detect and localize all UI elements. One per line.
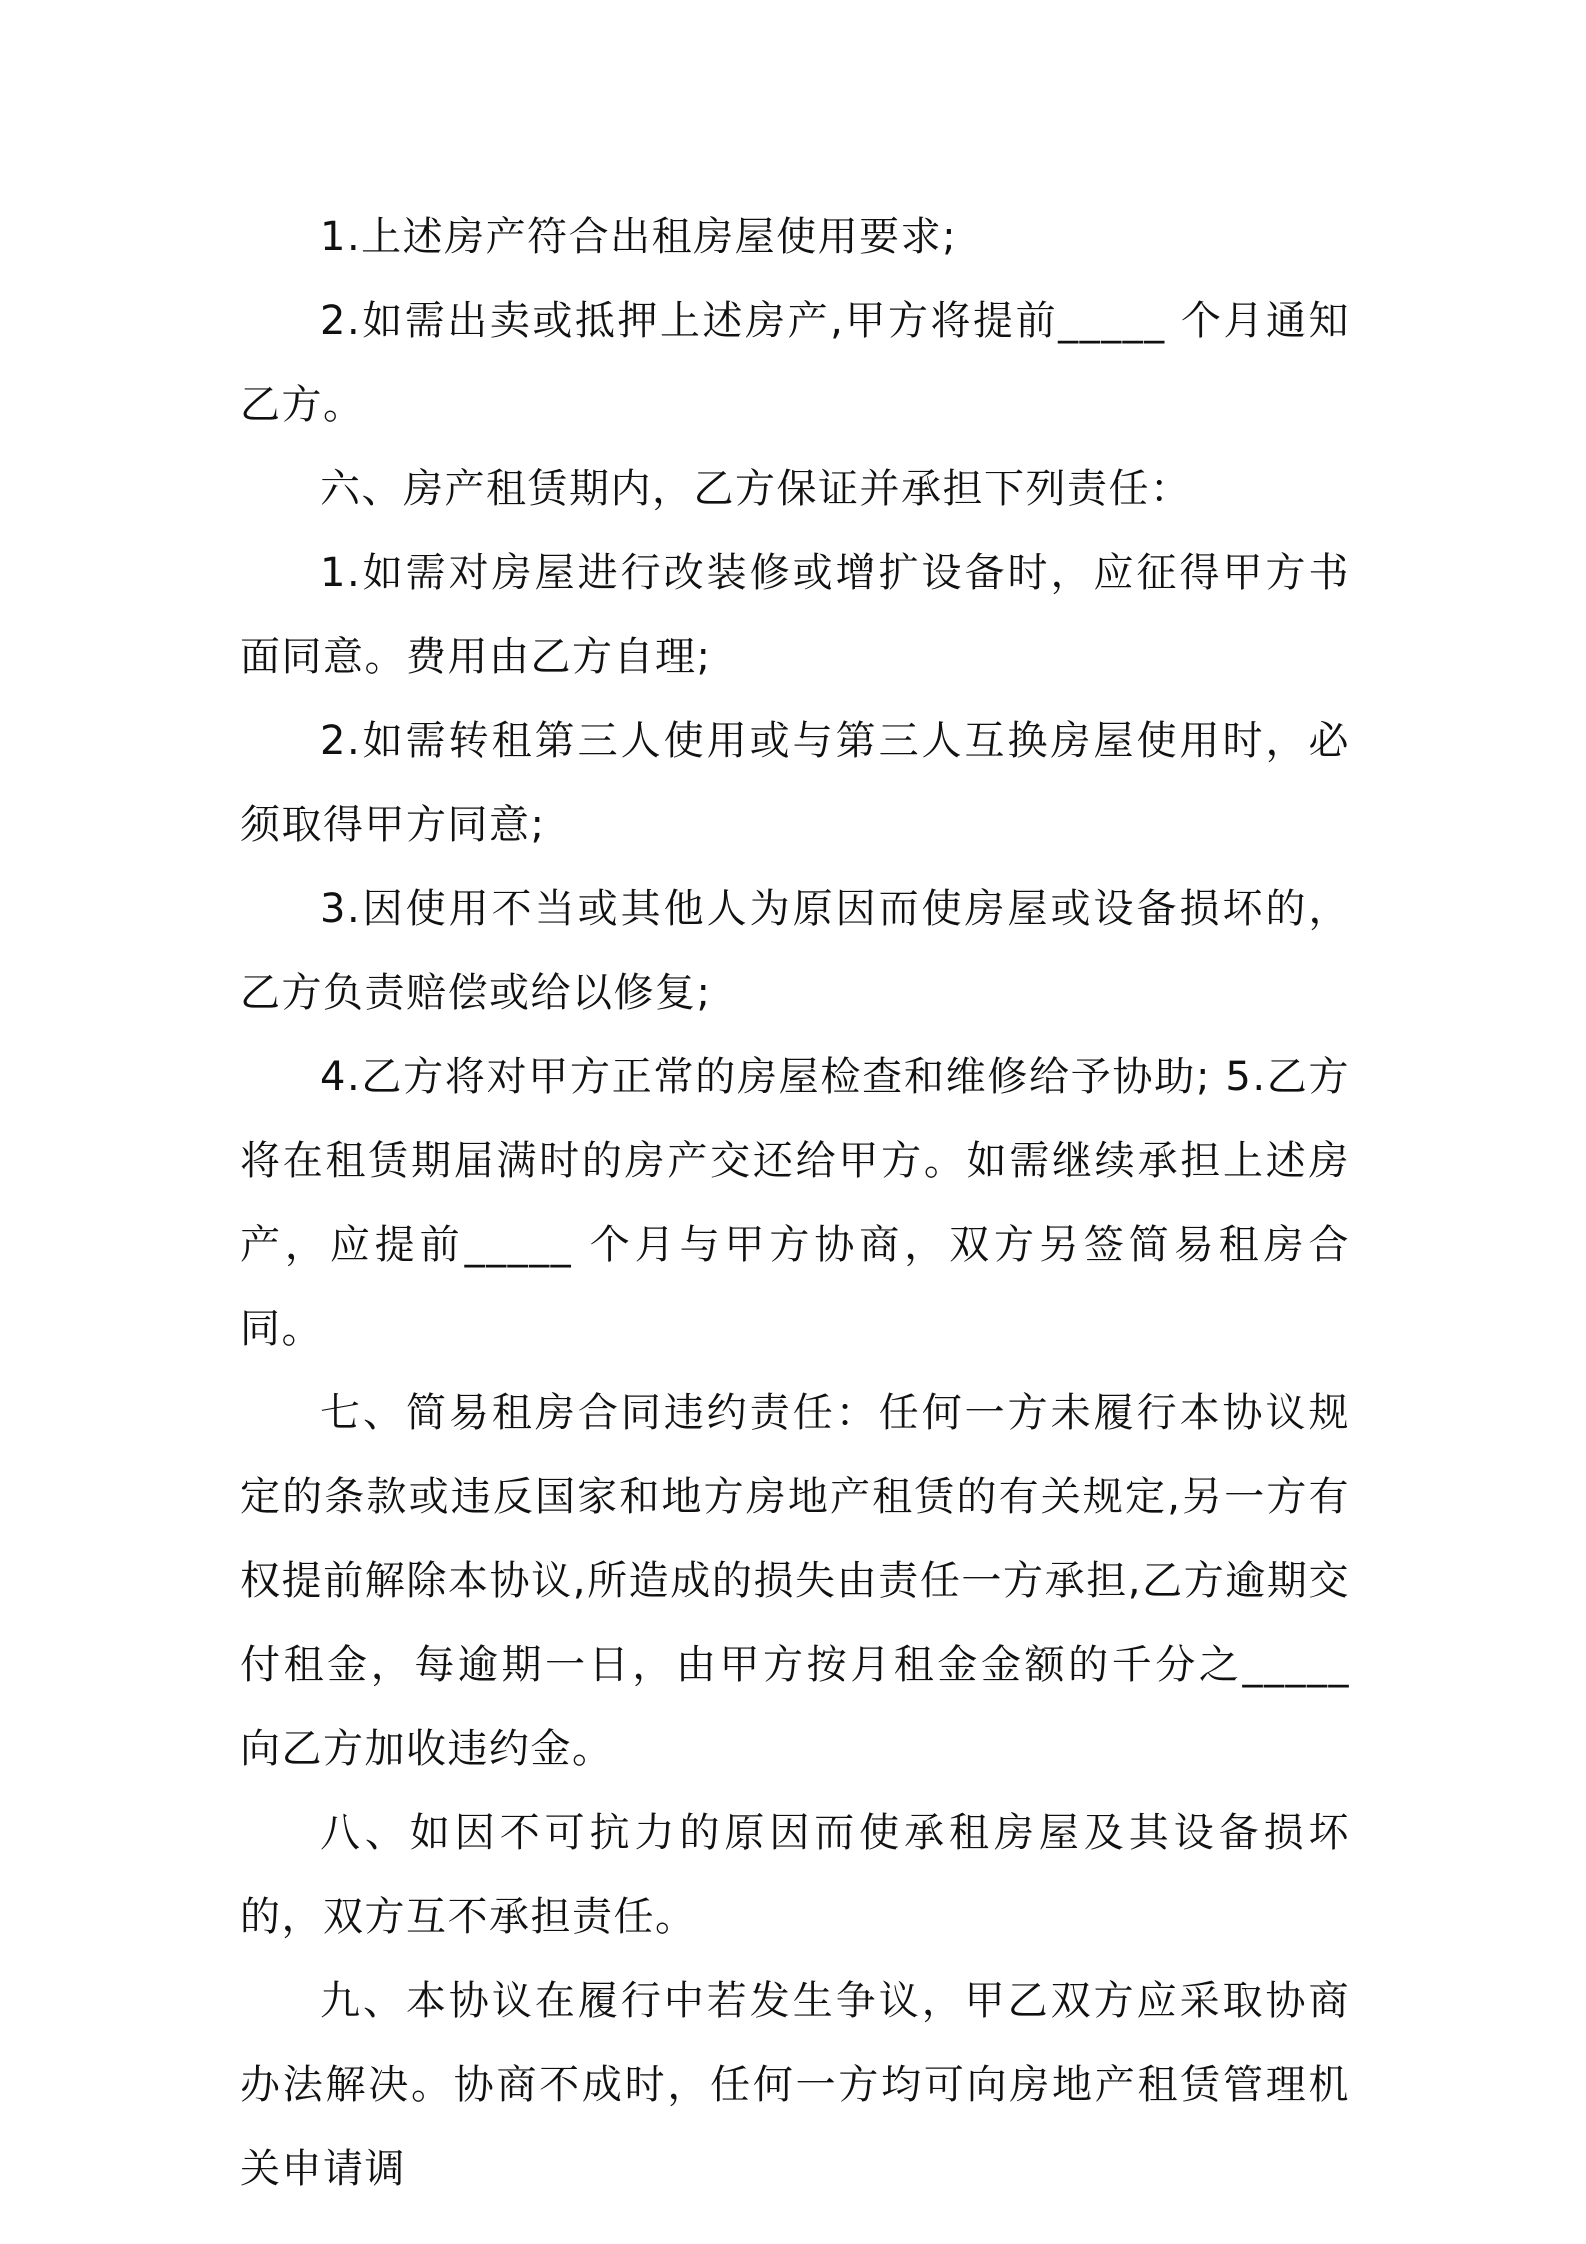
paragraph-clause-9: 九、本协议在履行中若发生争议，甲乙双方应采取协商办法解决。协商不成时，任何一方均可向房地产租赁管理机关申请调 bbox=[240, 1978, 1350, 2192]
paragraph-clause-5-item-2: 2.如需出卖或抵押上述房产,甲方将提前_____ 个月通知乙方。 bbox=[240, 298, 1350, 428]
paragraph-clause-8: 八、如因不可抗力的原因而使承租房屋及其设备损坏的，双方互不承担责任。 bbox=[240, 1810, 1350, 1940]
paragraph-clause-5-item-1: 1.上述房产符合出租房屋使用要求; bbox=[320, 214, 958, 260]
paragraph-clause-6-item-1: 1.如需对房屋进行改装修或增扩设备时，应征得甲方书面同意。费用由乙方自理; bbox=[240, 550, 1350, 680]
document-body bbox=[240, 195, 1350, 2211]
paragraph-clause-7: 七、简易租房合同违约责任：任何一方未履行本协议规定的条款或违反国家和地方房地产租赁的有关规定,另一方有权提前解除本协议,所造成的损失由责任一方承担,乙方逾期交付租金，每逾期一日，由甲方按月租金金额的千分之_____ 向乙方加收违约金。 bbox=[240, 1390, 1350, 1772]
paragraph-clause-6-item-3: 3.因使用不当或其他人为原因而使房屋或设备损坏的，乙方负责赔偿或给以修复; bbox=[240, 886, 1350, 1016]
paragraph-clause-6-item-4-5: 4.乙方将对甲方正常的房屋检查和维修给予协助; 5.乙方将在租赁期届满时的房产交还给甲方。如需继续承担上述房产，应提前_____ 个月与甲方协商，双方另签简易租房合同。 bbox=[240, 1054, 1350, 1352]
paragraph-clause-6-item-2: 2.如需转租第三人使用或与第三人互换房屋使用时，必须取得甲方同意; bbox=[240, 718, 1350, 848]
paragraph-clause-6-heading: 六、房产租赁期内，乙方保证并承担下列责任： bbox=[320, 466, 1192, 512]
